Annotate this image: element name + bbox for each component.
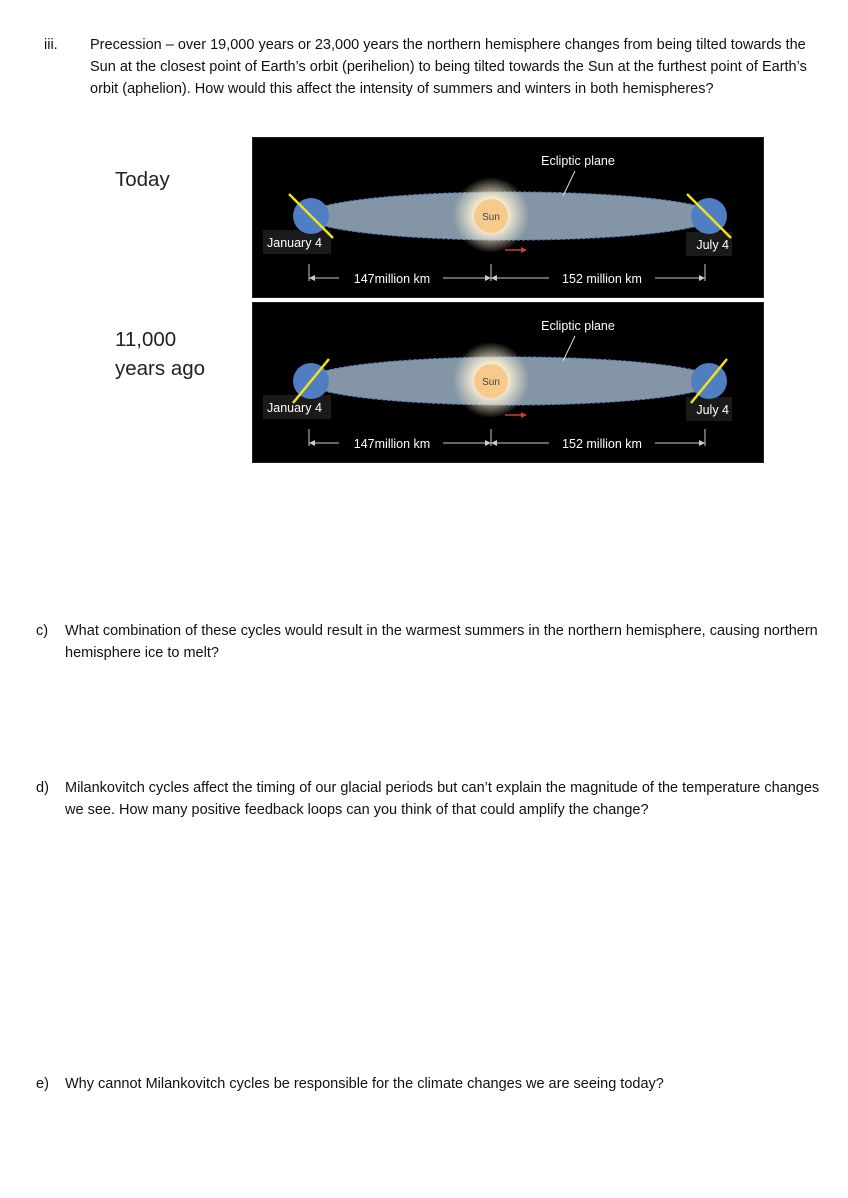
ecliptic-plane-label: Ecliptic plane bbox=[541, 154, 615, 168]
aphelion-distance-label: 152 million km bbox=[562, 437, 642, 451]
date-label-right: July 4 bbox=[696, 403, 729, 417]
ecliptic-plane-label: Ecliptic plane bbox=[541, 319, 615, 333]
arrowhead-left bbox=[309, 275, 315, 281]
arrowhead-right bbox=[699, 440, 705, 446]
question-text: Why cannot Milankovitch cycles be responsible for the climate changes we are seeing today? bbox=[65, 1076, 664, 1092]
arrowhead-right bbox=[699, 275, 705, 281]
sun-label: Sun bbox=[482, 212, 500, 223]
aphelion-distance-label: 152 million km bbox=[562, 272, 642, 286]
diagram-svg bbox=[253, 138, 763, 297]
question-number: c) bbox=[36, 623, 49, 639]
era-label-today: Today bbox=[115, 168, 170, 191]
ecliptic-pointer bbox=[563, 171, 575, 196]
question-number: d) bbox=[36, 780, 49, 796]
question-text: Precession – over 19,000 years or 23,000 years the northern hemisphere changes from being tilted towards the Sun at the closest point of Earth’s orbit (perihelion) to being tilted towards the Sun at the furthest point of Earth’s orbit (aphelion). How would this affect the intensity of summers and winters in both hemispheres? bbox=[90, 37, 807, 97]
precession-diagram-today bbox=[252, 137, 764, 298]
motion-arrowhead bbox=[521, 412, 527, 418]
era-label-11000-years-ago: 11,000 years ago bbox=[115, 328, 206, 380]
date-label-right: July 4 bbox=[696, 238, 729, 252]
perihelion-distance-label: 147million km bbox=[353, 272, 431, 286]
arrowhead-center-left bbox=[485, 440, 491, 446]
question-text: Milankovitch cycles affect the timing of our glacial periods but can’t explain the magnitude of the temperature changes we see. How many positive feedback loops can you think of that could amplify the change? bbox=[65, 780, 820, 818]
perihelion-distance-label: 147million km bbox=[353, 437, 431, 451]
question-number: iii. bbox=[44, 37, 58, 53]
arrowhead-center-left bbox=[485, 275, 491, 281]
precession-diagram-11000-years-ago bbox=[252, 302, 764, 463]
question-number: e) bbox=[36, 1076, 49, 1092]
diagram-svg bbox=[253, 303, 763, 462]
motion-arrowhead bbox=[521, 247, 527, 253]
question-text: What combination of these cycles would result in the warmest summers in the northern hemisphere, causing northern hemisphere ice to melt? bbox=[65, 623, 818, 661]
arrowhead-center-right bbox=[491, 275, 497, 281]
date-label-left: January 4 bbox=[267, 401, 322, 415]
date-label-left: January 4 bbox=[267, 236, 322, 250]
ecliptic-pointer bbox=[563, 336, 575, 361]
sun-label: Sun bbox=[482, 377, 500, 388]
arrowhead-left bbox=[309, 440, 315, 446]
arrowhead-center-right bbox=[491, 440, 497, 446]
